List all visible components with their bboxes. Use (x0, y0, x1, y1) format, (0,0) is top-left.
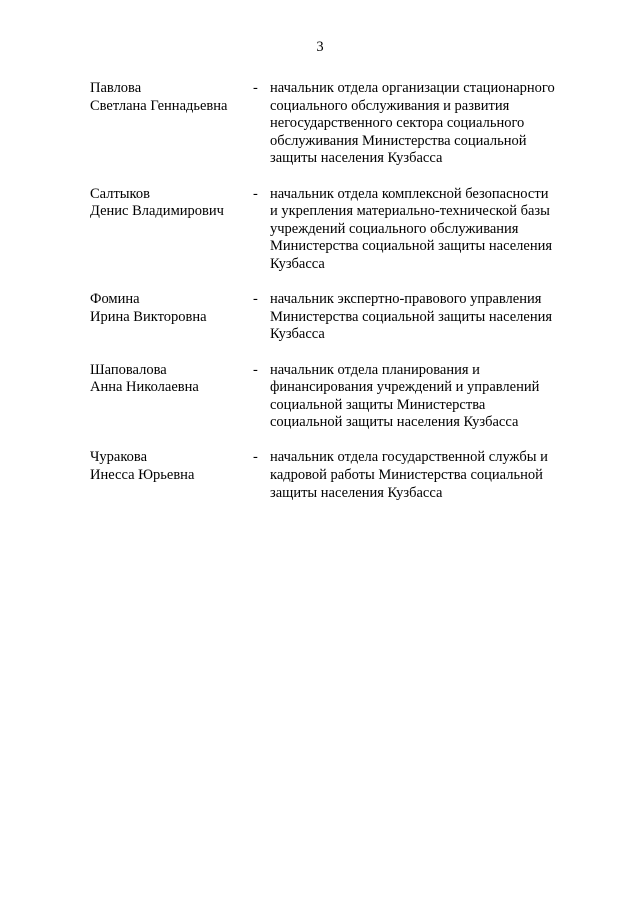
list-item (90, 80, 580, 168)
person-given-names: Светлана Геннадьевна (90, 97, 228, 114)
person-given-names: Ирина Викторовна (90, 308, 207, 325)
position-line: и укрепления материально-технической базы (270, 203, 550, 220)
position-line: начальник отдела комплексной безопасности (270, 185, 549, 202)
position-line: Министерства социальной защиты населения (270, 238, 553, 255)
person-position (270, 362, 580, 432)
person-surname: Фомина (90, 291, 140, 308)
position-line: учреждений социального обслуживания (270, 220, 519, 237)
person-position (270, 449, 580, 502)
person-name (90, 291, 253, 344)
position-line: защиты населения Кузбасса (270, 484, 443, 501)
dash-separator: - (253, 185, 258, 202)
person-given-names: Денис Владимирович (90, 203, 224, 220)
position-line: социального обслуживания и развития (270, 97, 510, 114)
list-item (90, 291, 580, 344)
person-name (90, 449, 253, 502)
position-line: начальник отдела государственной службы и (270, 449, 548, 466)
dash-separator: - (253, 291, 258, 308)
position-line: финансирования учреждений и управлений (270, 379, 540, 396)
page-number: 3 (316, 39, 324, 55)
position-line: негосударственного сектора социального (270, 115, 525, 132)
person-surname: Салтыков (90, 185, 150, 202)
position-line: социальной защиты Министерства (270, 396, 486, 413)
position-line: Министерства социальной защиты населения (270, 308, 553, 325)
person-name (90, 186, 253, 274)
position-line: обслуживания Министерства социальной (270, 132, 527, 149)
person-name (90, 80, 253, 168)
person-surname: Павлова (90, 80, 142, 96)
position-line: защиты населения Кузбасса (270, 150, 443, 167)
dash-separator: - (253, 80, 258, 96)
person-position (270, 186, 580, 274)
person-name (90, 362, 253, 432)
position-line: Кузбасса (270, 326, 325, 343)
person-surname: Чуракова (90, 449, 148, 466)
position-line: начальник экспертно-правового управления (270, 291, 542, 308)
position-line: начальник отдела организации стационарного (270, 80, 555, 96)
list-item (90, 449, 580, 502)
list-item (90, 362, 580, 432)
list-item (90, 186, 580, 274)
person-given-names: Анна Николаевна (90, 379, 199, 396)
person-position (270, 80, 580, 168)
person-given-names: Инесса Юрьевна (90, 467, 195, 484)
dash-separator: - (253, 449, 258, 466)
person-surname: Шаповалова (90, 361, 167, 378)
dash-separator: - (253, 361, 258, 378)
position-line: Кузбасса (270, 255, 325, 272)
position-line: кадровой работы Министерства социальной (270, 467, 543, 484)
personnel-list (90, 80, 580, 520)
person-position (270, 291, 580, 344)
position-line: социальной защиты населения Кузбасса (270, 414, 519, 431)
position-line: начальник отдела планирования и (270, 361, 480, 378)
